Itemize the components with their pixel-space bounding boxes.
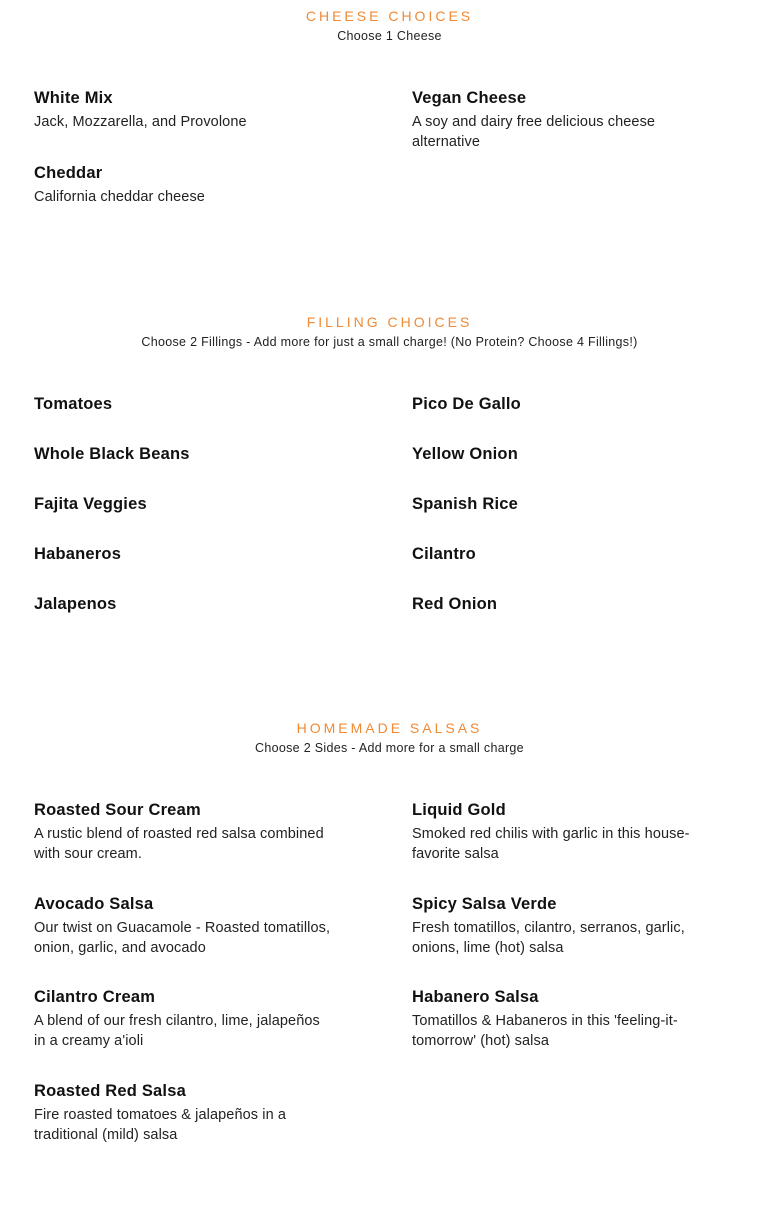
salsa-item-roasted-red-salsa [34,1081,334,1145]
salsas-header [0,720,779,755]
item-description: A blend of our fresh cilantro, lime, jalapeños in a creamy a'ioli [34,1013,320,1049]
cheese-item-white-mix [34,88,334,133]
salsas-section-title: HOMEMADE SALSAS [296,720,483,736]
salsa-item-habanero-salsa [412,987,712,1051]
item-name: Yellow Onion [412,445,518,463]
filling-header [0,314,779,349]
item-name: Tomatoes [34,395,113,413]
filling-section-title: FILLING CHOICES [306,314,473,330]
filling-item-fajita-veggies [34,494,334,514]
item-name: Vegan Cheese [412,89,527,107]
item-name: Cilantro Cream [34,988,156,1006]
item-description: Fire roasted tomatoes & jalapeños in a traditional (mild) salsa [34,1107,287,1143]
item-name: Pico De Gallo [412,395,521,413]
item-name: Roasted Sour Cream [34,801,201,819]
item-description: A rustic blend of roasted red salsa combined with sour cream. [34,826,324,862]
item-name: Fajita Veggies [34,495,147,513]
item-name: Roasted Red Salsa [34,1082,186,1100]
filling-item-cilantro [412,544,712,564]
filling-section-subtitle: Choose 2 Fillings - Add more for just a small charge! (No Protein? Choose 4 Fillings!) [141,335,638,349]
item-description: Tomatillos & Habaneros in this 'feeling-it-tomorrow' (hot) salsa [412,1013,678,1049]
item-name: Cheddar [34,164,103,182]
item-description: Jack, Mozzarella, and Provolone [34,114,247,130]
item-description: A soy and dairy free delicious cheese alternative [412,114,656,150]
cheese-section-subtitle: Choose 1 Cheese [337,29,442,43]
filling-item-whole-black-beans [34,444,334,464]
salsa-item-roasted-sour-cream [34,800,334,864]
filling-item-habaneros [34,544,334,564]
item-name: Avocado Salsa [34,895,154,913]
item-name: Red Onion [412,595,498,613]
item-name: Jalapenos [34,595,117,613]
salsa-item-spicy-salsa-verde [412,894,712,958]
salsas-section-subtitle: Choose 2 Sides - Add more for a small charge [255,741,524,755]
cheese-section [0,8,779,205]
filling-section [0,314,779,613]
filling-item-yellow-onion [412,444,712,464]
filling-item-pico-de-gallo [412,394,712,414]
filling-item-red-onion [412,594,712,614]
cheese-header [0,8,779,43]
item-description: California cheddar cheese [34,189,205,205]
item-description: Fresh tomatillos, cilantro, serranos, garlic, onions, lime (hot) salsa [412,920,685,956]
cheese-item-vegan-cheese [412,88,712,152]
cheese-item-cheddar [34,163,334,208]
filling-item-tomatoes [34,394,334,414]
item-name: White Mix [34,89,113,107]
item-name: Spicy Salsa Verde [412,895,557,913]
item-name: Whole Black Beans [34,445,190,463]
filling-item-jalapenos [34,594,334,614]
item-name: Cilantro [412,545,476,563]
item-description: Our twist on Guacamole - Roasted tomatillos, onion, garlic, and avocado [34,920,331,956]
salsa-item-avocado-salsa [34,894,334,958]
salsas-section [0,720,779,1143]
cheese-section-title: CHEESE CHOICES [305,8,474,24]
filling-item-spanish-rice [412,494,712,514]
item-description: Smoked red chilis with garlic in this house-favorite salsa [412,826,690,862]
item-name: Habaneros [34,545,122,563]
item-name: Habanero Salsa [412,988,539,1006]
salsa-item-liquid-gold [412,800,712,864]
item-name: Spanish Rice [412,495,519,513]
item-name: Liquid Gold [412,801,506,819]
salsa-item-cilantro-cream [34,987,334,1051]
